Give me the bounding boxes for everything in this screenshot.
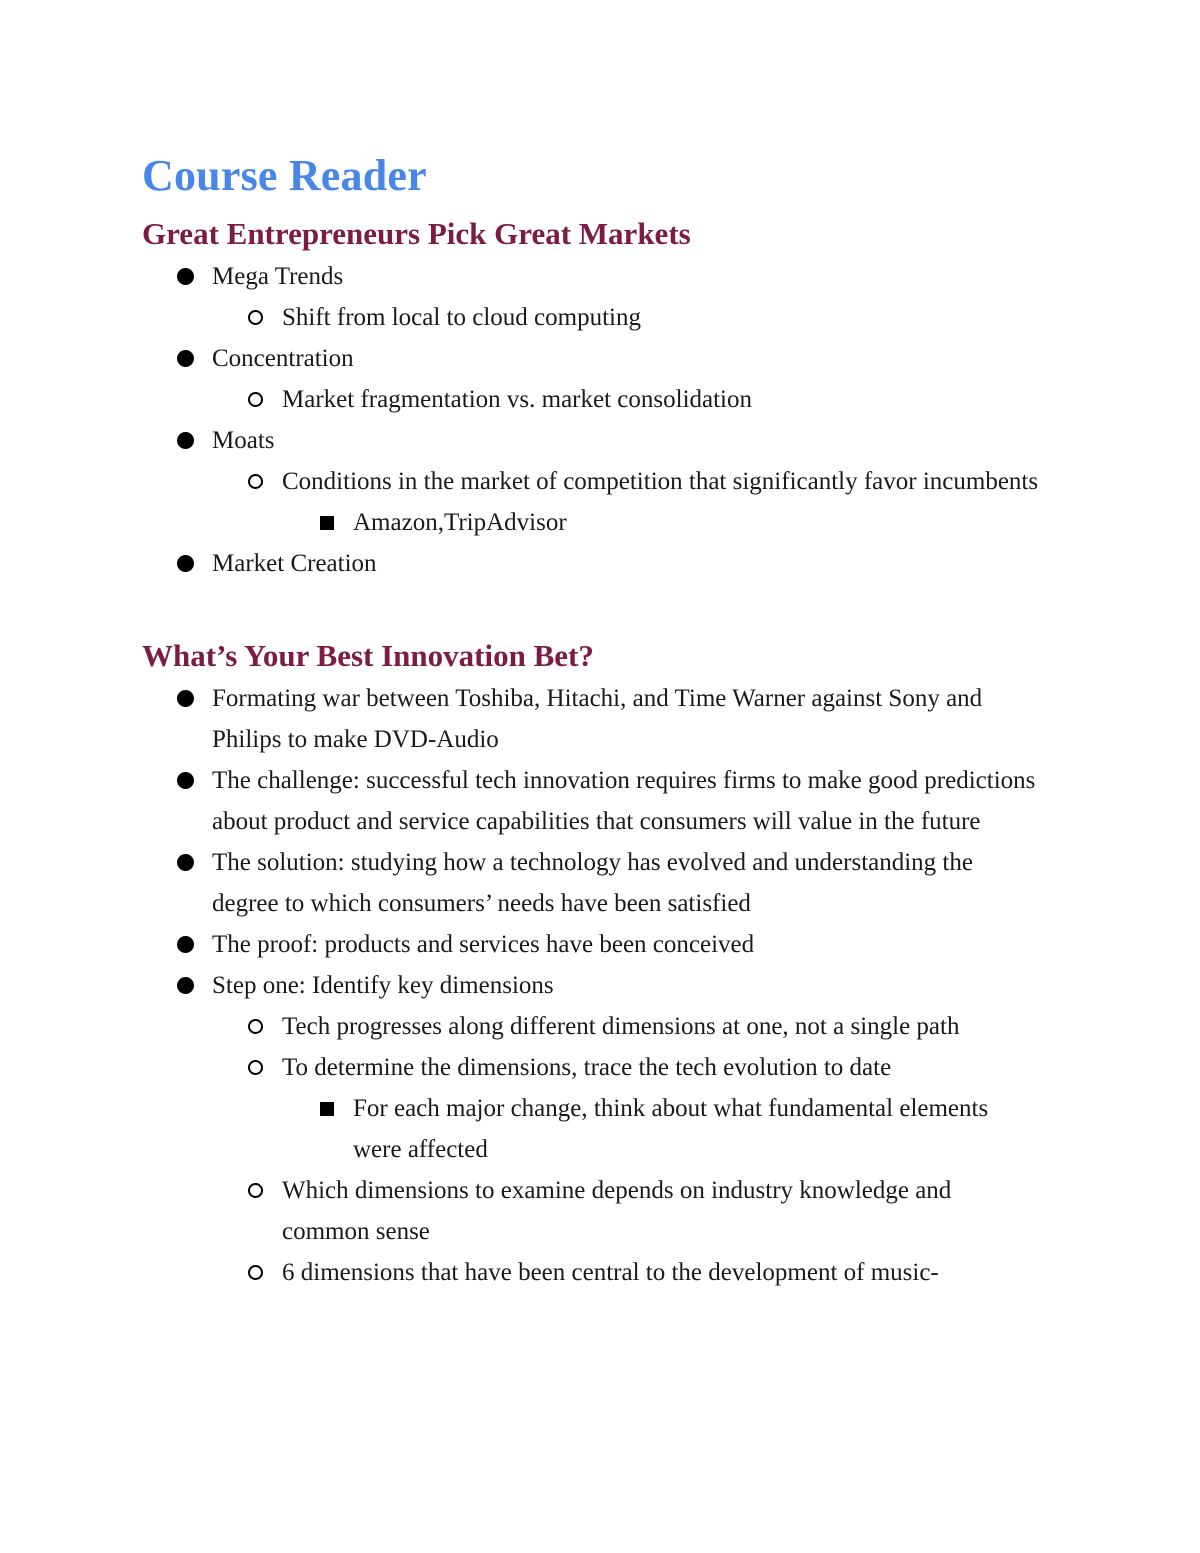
filled-disc-bullet-icon [177, 432, 194, 449]
hollow-circle-bullet-icon [248, 474, 263, 489]
hollow-circle-bullet-icon [248, 310, 263, 325]
list-item: Moats [142, 420, 1042, 461]
list-item: Shift from local to cloud computing [142, 297, 1042, 338]
filled-disc-bullet-icon [177, 268, 194, 285]
list-item: Step one: Identify key dimensions [142, 965, 1042, 1006]
filled-disc-bullet-icon [177, 854, 194, 871]
list-item: Market Creation [142, 543, 1042, 584]
filled-square-bullet-icon [320, 1102, 334, 1116]
list-item: Amazon,TripAdvisor [142, 502, 1042, 543]
list-item: Mega Trends [142, 256, 1042, 297]
hollow-circle-bullet-icon [248, 1265, 263, 1280]
filled-disc-bullet-icon [177, 936, 194, 953]
list-item: Concentration [142, 338, 1042, 379]
filled-disc-bullet-icon [177, 977, 194, 994]
list-item: The challenge: successful tech innovation requires firms to make good predictions about product and service capabilities that consumers will value in the future [142, 760, 1042, 842]
hollow-circle-bullet-icon [248, 1060, 263, 1075]
list-item: For each major change, think about what fundamental elements were affected [142, 1088, 1042, 1170]
document-page [142, 150, 1042, 1293]
hollow-circle-bullet-icon [248, 1019, 263, 1034]
list-item: Tech progresses along different dimensions at one, not a single path [142, 1006, 1042, 1047]
list-item: Conditions in the market of competition that significantly favor incumbents [142, 461, 1042, 502]
list-item: Market fragmentation vs. market consolidation [142, 379, 1042, 420]
list-item: To determine the dimensions, trace the tech evolution to date [142, 1047, 1042, 1088]
section-heading-innovation-bet: What’s Your Best Innovation Bet? [142, 638, 594, 673]
filled-square-bullet-icon [320, 516, 334, 530]
list-item: Which dimensions to examine depends on industry knowledge and common sense [142, 1170, 1042, 1252]
filled-disc-bullet-icon [177, 555, 194, 572]
hollow-circle-bullet-icon [248, 392, 263, 407]
list-item: 6 dimensions that have been central to the development of music- [142, 1252, 1042, 1293]
list-item: Formating war between Toshiba, Hitachi, and Time Warner against Sony and Philips to make DVD-Audio [142, 678, 1042, 760]
list-item: The proof: products and services have been conceived [142, 924, 1042, 965]
section-heading-great-markets: Great Entrepreneurs Pick Great Markets [142, 216, 691, 251]
page-title: Course Reader [142, 151, 427, 200]
filled-disc-bullet-icon [177, 772, 194, 789]
hollow-circle-bullet-icon [248, 1183, 263, 1198]
bullet-list-innovation-bet [142, 678, 1042, 1293]
bullet-list-great-markets [142, 256, 1042, 584]
list-item: The solution: studying how a technology has evolved and understanding the degree to which consumers’ needs have been satisfied [142, 842, 1042, 924]
filled-disc-bullet-icon [177, 690, 194, 707]
filled-disc-bullet-icon [177, 350, 194, 367]
